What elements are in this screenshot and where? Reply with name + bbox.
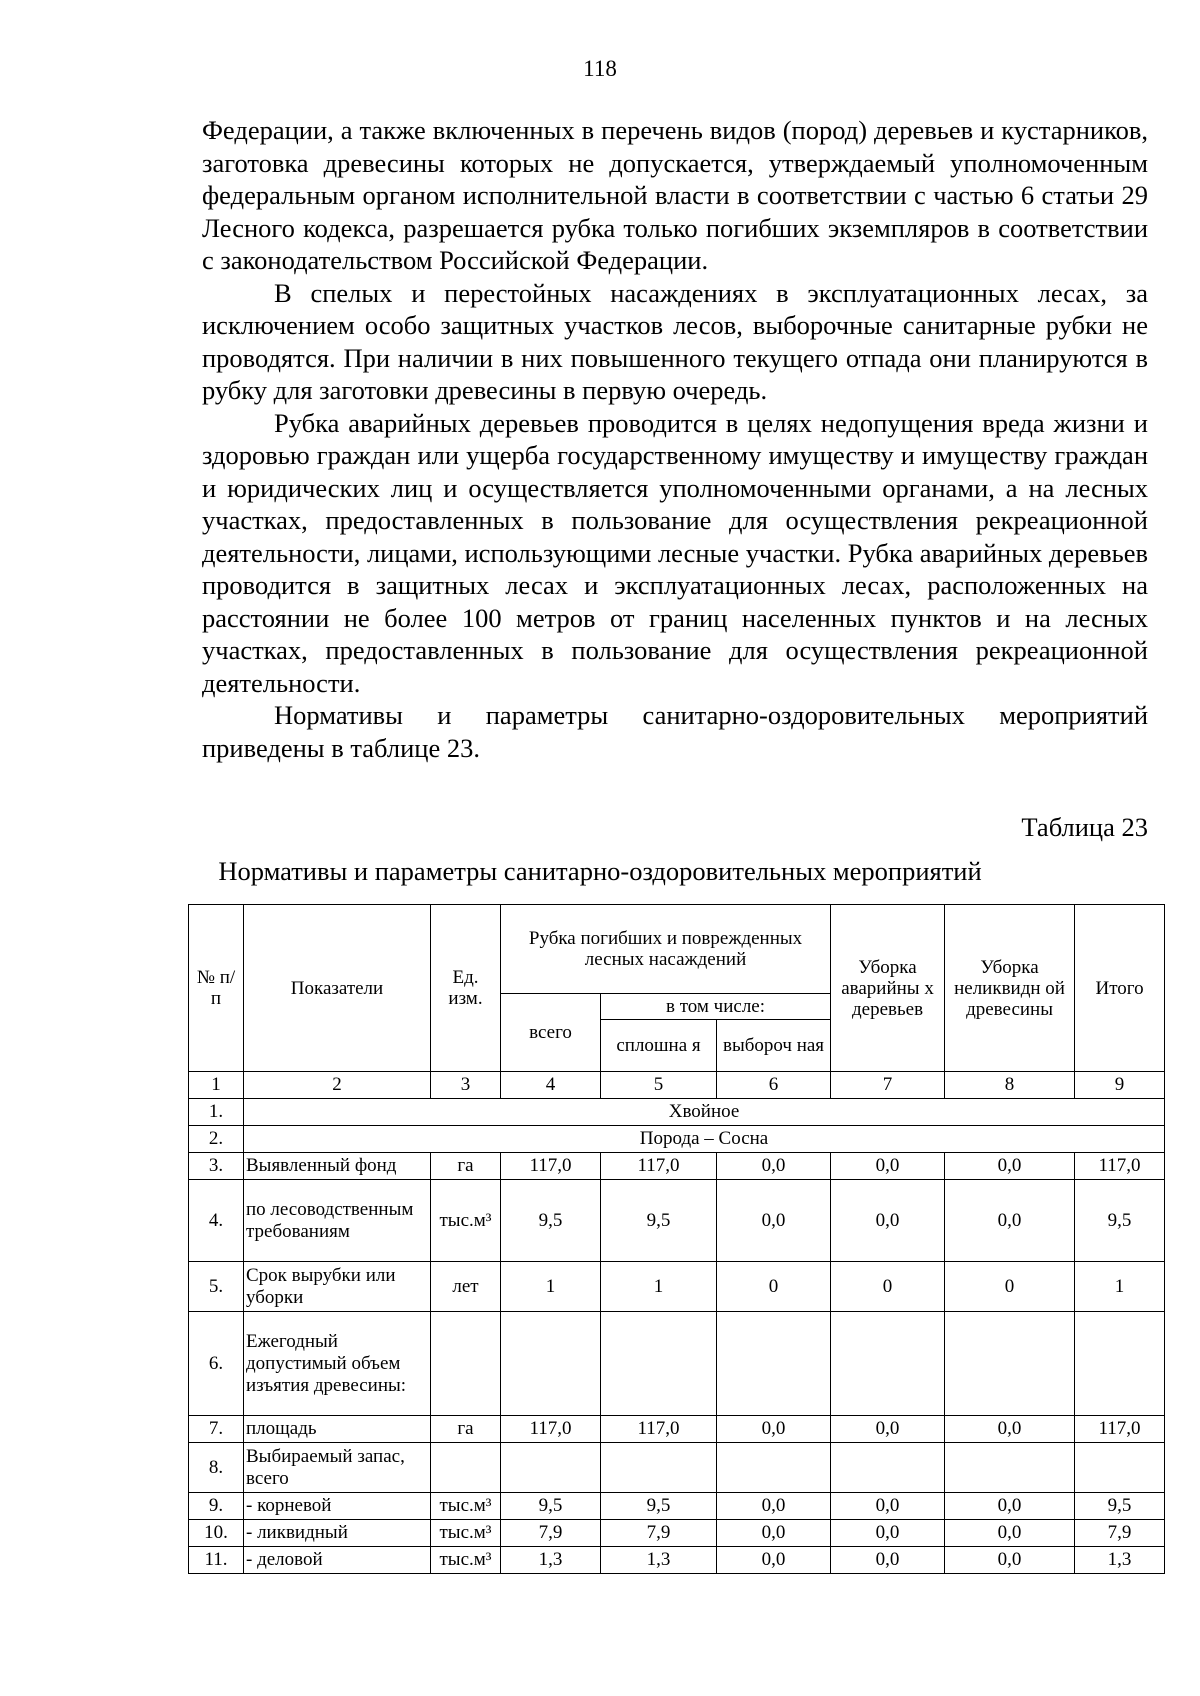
table-row [189,1520,1165,1547]
column-number: 8 [945,1072,1075,1099]
row-num: 8. [189,1443,244,1493]
row-value: 1 [601,1262,717,1312]
header-emergency: Уборка аварийны х деревьев [831,905,945,1072]
header-clear: сплошна я [601,1020,717,1072]
row-num: 5. [189,1262,244,1312]
header-felling-group: Рубка погибших и поврежденных лесных насаждений [501,905,831,994]
row-value [501,1312,601,1416]
row-value: 0 [831,1262,945,1312]
row-value: 9,5 [601,1493,717,1520]
row-num: 2. [189,1126,244,1153]
body-text [202,114,1148,764]
row-value: 0,0 [945,1493,1075,1520]
column-number: 5 [601,1072,717,1099]
row-value: 117,0 [1075,1416,1165,1443]
header-selective: выбороч ная [717,1020,831,1072]
row-value: 0,0 [831,1493,945,1520]
row-value: 0,0 [717,1180,831,1262]
row-value: 117,0 [501,1416,601,1443]
row-num: 11. [189,1547,244,1574]
table-row [189,1547,1165,1574]
row-indicator: Выбираемый запас, всего [244,1443,431,1493]
section-label: Хвойное [244,1099,1165,1126]
header-total: Итого [1075,905,1165,1072]
row-value: 117,0 [601,1416,717,1443]
row-value: 0,0 [831,1180,945,1262]
row-value: 1,3 [501,1547,601,1574]
page-number: 118 [583,56,617,81]
row-value [831,1312,945,1416]
row-value: 7,9 [501,1520,601,1547]
row-unit: тыс.м³ [431,1547,501,1574]
row-value: 0,0 [945,1180,1075,1262]
row-indicator: по лесоводственным требованиям [244,1180,431,1262]
header-felling-total: всего [501,994,601,1072]
section-row [189,1126,1165,1153]
row-unit: тыс.м³ [431,1180,501,1262]
column-number: 6 [717,1072,831,1099]
header-num: № п/п [189,905,244,1072]
table-title: Нормативы и параметры санитарно-оздоровительных мероприятий [218,856,982,886]
row-value: 1,3 [1075,1547,1165,1574]
row-indicator: Ежегодный допустимый объем изъятия древесины: [244,1312,431,1416]
row-value: 1,3 [601,1547,717,1574]
row-unit: тыс.м³ [431,1493,501,1520]
row-value: 9,5 [501,1493,601,1520]
row-value: 0,0 [831,1153,945,1180]
row-value: 0,0 [945,1520,1075,1547]
section-label: Порода – Сосна [244,1126,1165,1153]
column-number: 1 [189,1072,244,1099]
column-number: 7 [831,1072,945,1099]
row-value [945,1443,1075,1493]
row-value: 0,0 [831,1416,945,1443]
row-indicator: - ликвидный [244,1520,431,1547]
row-value: 0,0 [717,1520,831,1547]
row-value [717,1312,831,1416]
table-row [189,1180,1165,1262]
row-value: 7,9 [1075,1520,1165,1547]
row-num: 10. [189,1520,244,1547]
table-row [189,1153,1165,1180]
column-number: 9 [1075,1072,1165,1099]
row-value: 9,5 [1075,1180,1165,1262]
row-num: 1. [189,1099,244,1126]
row-value: 1 [1075,1262,1165,1312]
row-unit: лет [431,1262,501,1312]
row-value: 0,0 [831,1547,945,1574]
table-label: Таблица 23 [1021,812,1148,842]
row-indicator: - корневой [244,1493,431,1520]
table-row [189,1493,1165,1520]
row-unit [431,1443,501,1493]
column-numbers-row [189,1072,1165,1099]
row-value [1075,1312,1165,1416]
paragraph: Рубка аварийных деревьев проводится в целях недопущения вреда жизни и здоровью граждан или ущерба государственному имуществу и имуществу граждан и юридических лиц и осуществляется уполномоченными органами, а на лесных участках, предоставленных в пользование для осуществления рекреационной деятельности, лицами, использующими лесные участки. Рубка аварийных деревьев проводится в защитных лесах и эксплуатационных лесах, расположенных на расстоянии не более 100 метров от границ населенных пунктов и на лесных участках, предоставленных в пользование для осуществления рекреационной деятельности. [202,407,1149,698]
row-indicator: - деловой [244,1547,431,1574]
row-num: 6. [189,1312,244,1416]
row-num: 3. [189,1153,244,1180]
table-row [189,1262,1165,1312]
row-unit: тыс.м³ [431,1520,501,1547]
table-row [189,1416,1165,1443]
row-value: 0,0 [831,1520,945,1547]
row-value: 117,0 [501,1153,601,1180]
paragraph: Нормативы и параметры санитарно-оздоровительных мероприятий приведены в таблице 23. [202,700,1148,763]
paragraph: Федерации, а также включенных в перечень видов (пород) деревьев и кустарников, заготовка древесины которых не допускается, утверждаемый уполномоченным федеральным органом исполнительной власти в соответствии с частью 6 статьи 29 Лесного кодекса, разрешается рубка только погибших экземпляров в соответствии с законодательством Российской Федерации. [202,115,1148,275]
row-num: 4. [189,1180,244,1262]
row-indicator: Выявленный фонд [244,1153,431,1180]
paragraph: В спелых и перестойных насаждениях в эксплуатационных лесах, за исключением особо защитных участков лесов, выборочные санитарные рубки не проводятся. При наличии в них повышенного текущего отпада они планируются в рубку для заготовки древесины в первую очередь. [202,277,1148,405]
norms-table [188,904,1165,1574]
row-value: 117,0 [601,1153,717,1180]
row-unit [431,1312,501,1416]
row-indicator: площадь [244,1416,431,1443]
section-row [189,1099,1165,1126]
row-value: 0,0 [717,1547,831,1574]
row-value [717,1443,831,1493]
row-value: 0,0 [717,1153,831,1180]
row-value: 0,0 [717,1493,831,1520]
row-value: 0,0 [717,1416,831,1443]
row-value [501,1443,601,1493]
row-num: 7. [189,1416,244,1443]
row-value: 0,0 [945,1416,1075,1443]
row-value: 0 [945,1262,1075,1312]
header-nonliquid: Уборка неликвидн ой древесины [945,905,1075,1072]
header-indicators: Показатели [244,905,431,1072]
row-value: 9,5 [501,1180,601,1262]
row-value: 0,0 [945,1547,1075,1574]
row-value: 0,0 [945,1153,1075,1180]
table-row [189,1312,1165,1416]
row-value [601,1312,717,1416]
table-row [189,1443,1165,1493]
row-indicator: Срок вырубки или уборки [244,1262,431,1312]
column-number: 4 [501,1072,601,1099]
row-value: 117,0 [1075,1153,1165,1180]
row-value: 1 [501,1262,601,1312]
row-value: 9,5 [1075,1493,1165,1520]
header-unit: Ед. изм. [431,905,501,1072]
header-including: в том числе: [601,994,831,1020]
row-value [1075,1443,1165,1493]
row-value: 7,9 [601,1520,717,1547]
row-unit: га [431,1416,501,1443]
row-value [601,1443,717,1493]
row-num: 9. [189,1493,244,1520]
row-value: 9,5 [601,1180,717,1262]
row-value [945,1312,1075,1416]
row-value [831,1443,945,1493]
row-unit: га [431,1153,501,1180]
column-number: 2 [244,1072,431,1099]
column-number: 3 [431,1072,501,1099]
row-value: 0 [717,1262,831,1312]
